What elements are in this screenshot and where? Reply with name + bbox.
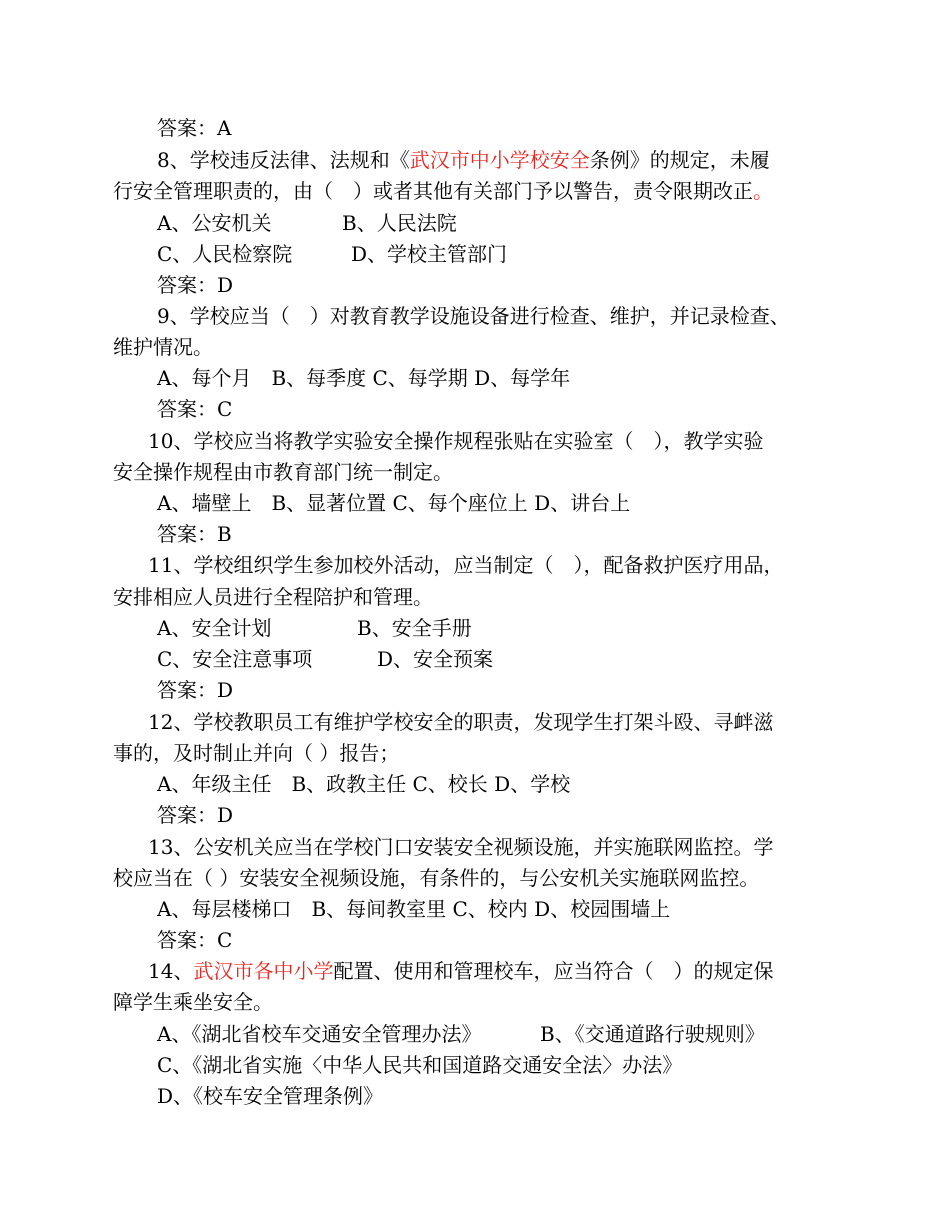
question-13-line-2: 校应当在（ ）安装安全视频设施，有条件的，与公安机关实施联网监控。 [113,866,760,890]
question-11-option-b: B、安全手册 [357,616,472,640]
answer-q9: 答案：C [157,397,233,421]
question-8-option-a: A、公安机关 [157,211,272,235]
question-14-option-c: C、《湖北省实施〈中华人民共和国道路交通安全法〉办法》 [157,1053,683,1077]
highlight-period: 。 [753,179,773,203]
question-10-line-1: 10、学校应当将教学实验安全操作规程张贴在实验室（ ），教学实验 [148,429,764,453]
question-14-option-a: A、《湖北省校车交通安全管理办法》 [157,1022,482,1046]
answer-q13: 答案：C [157,928,233,952]
question-8-text: 条例》的规定，未履 [589,148,770,172]
question-14-text: 配置、使用和管理校车，应当符合（ ）的规定保 [333,959,774,983]
answer-q10: 答案：B [157,522,232,546]
question-11-line-1: 11、学校组织学生参加校外活动，应当制定（ ），配备救护医疗用品， [148,553,784,577]
question-13-line-1: 13、公安机关应当在学校门口安装安全视频设施，并实施联网监控。学 [148,835,774,859]
question-12-options: A、年级主任 B、政教主任 C、校长 D、学校 [157,772,571,796]
question-12-line-1: 12、学校教职员工有维护学校安全的职责，发现学生打架斗殴、寻衅滋 [148,710,774,734]
answer-q12: 答案：D [157,803,234,827]
question-14-line-2: 障学生乘坐安全。 [113,990,273,1014]
question-8-text: 行安全管理职责的，由（ ）或者其他有关部门予以警告，责令限期改正 [113,179,753,203]
question-14-text: 14、 [148,959,194,983]
question-8-line-2 [113,178,773,204]
question-13-options: A、每层楼梯口 B、每间教室里 C、校内 D、校园围墙上 [157,897,671,921]
answer-q11: 答案：D [157,678,234,702]
question-14-option-d: D、《校车安全管理条例》 [157,1084,384,1108]
highlight-regulation-name: 武汉市中小学校安全 [409,148,590,172]
highlight-school-name: 武汉市各中小学 [193,959,334,983]
question-9-options: A、每个月 B、每季度 C、每学期 D、每学年 [157,366,571,390]
question-11-option-d: D、安全预案 [377,647,494,671]
answer-q8: 答案：D [157,273,234,297]
question-11-option-a: A、安全计划 [157,616,272,640]
question-9-line-2: 维护情况。 [113,335,213,359]
question-11-line-2: 安排相应人员进行全程陪护和管理。 [113,585,433,609]
answer-q7: 答案：A [157,116,232,140]
question-12-line-2: 事的，及时制止并向（ ）报告； [113,741,400,765]
question-14-line-1 [148,958,773,984]
question-11-option-c: C、安全注意事项 [157,647,313,671]
question-10-line-2: 安全操作规程由市教育部门统一制定。 [113,460,453,484]
question-8-option-b: B、人民法院 [342,211,457,235]
question-8-option-c: C、人民检察院 [157,242,293,266]
question-8-text: 8、学校违反法律、法规和《 [157,148,410,172]
question-9-line-1: 9、学校应当（ ）对教育教学设施设备进行检查、维护，并记录检查、 [157,304,790,328]
question-14-option-b: B、《交通道路行驶规则》 [540,1022,765,1046]
question-8-line-1 [157,147,770,173]
question-10-options: A、墙壁上 B、显著位置 C、每个座位上 D、讲台上 [157,491,631,515]
question-8-option-d: D、学校主管部门 [351,242,508,266]
